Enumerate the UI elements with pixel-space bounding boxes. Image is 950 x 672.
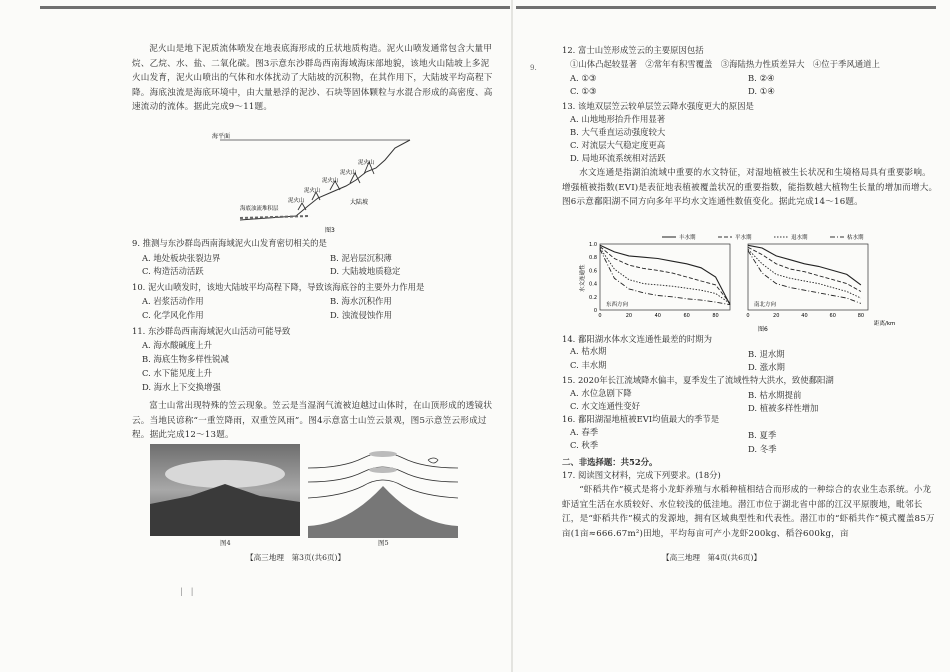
series-line-3 <box>600 248 730 303</box>
q16-option-b: B. 夏季 <box>748 430 777 440</box>
q11-option-b: B. 海底生物多样性锐减 <box>142 354 229 364</box>
y-tick-label: 0.8 <box>589 255 597 262</box>
fig6-caption: 图6 <box>758 326 768 332</box>
legend-label-1: 丰水期 <box>679 235 696 241</box>
series-line-2 <box>600 247 730 304</box>
mountain-profile <box>308 486 458 538</box>
channel-label: 海底浊流堆积层 <box>240 206 279 212</box>
q9-option-d: D. 大陆坡地质稳定 <box>330 266 401 276</box>
q15-option-b: B. 枯水期提前 <box>748 390 802 400</box>
x-tick-label: 20 <box>773 313 780 319</box>
q13-option-a: A. 山地地形抬升作用显著 <box>570 114 666 124</box>
plot-frame-1 <box>600 244 730 310</box>
figure-5-diagram <box>308 446 458 538</box>
lower-cap-cloud <box>369 467 397 473</box>
q12-option-b: B. ②④ <box>748 73 775 83</box>
intro-lenticular-cloud: 富士山常出现特殊的笠云现象。笠云是当湿润气流被迫越过山体时，在山顶形成的透镜状云。当地民谚称“一重笠降雨，双重笠风雨”。图4示意富士山笠云景观，图5示意笠云形成过程。据此完成12～13题。 <box>132 401 493 441</box>
q15-option-a: A. 水位急剧下降 <box>570 388 632 398</box>
fig4-caption-text: 图4 <box>220 539 231 547</box>
scan-top-edge-right <box>516 6 936 9</box>
x-tick-label: 20 <box>625 313 633 319</box>
mud-volcano-label-3: 泥火山 <box>322 178 339 184</box>
intro-hydrological: 水文连通是指湖泊流域中重要的水文特征，对湿地植被生长状况和生境格局具有重要影响。增强植被指数(EVI)是表征地表植被覆盖状况的重要指数，能指数越大植物生长量的增加而增大。图6示意鄱阳湖不同方向多年平均水文连通性数值变化。据此完成14～16题。 <box>562 168 938 208</box>
left-page-footer: 【高三地理 第3页(共6页)】 <box>246 553 346 562</box>
intro-mud-volcano: 泥火山是地下泥质流体喷发在地表底海形成的丘状地质构造。泥火山喷发通常包含大量甲烷、乙烷、水、盐、二氧化碳。图3示意东沙群岛西南海域海床部地貌，该地火山陆坡上多泥火山发育，泥火山喷出的气体和水体扰动了大陆坡的沉积物，在其作用下，大陆坡平均高程下降。海底浊流是海底环境中，由大量悬浮的泥沙、石块等固体颗粒与水混合形成的高密度、高速流动的流体。据此完成9～11题。 <box>132 44 493 113</box>
y-tick-label: 0.4 <box>589 281 597 288</box>
q16-option-a: A. 春季 <box>570 427 599 437</box>
right-page-footer: 【高三地理 第4页(共6页)】 <box>662 553 762 562</box>
margin-number: 9. <box>530 64 537 72</box>
chart-panel-1 <box>589 242 730 319</box>
q11-stem: 11. 东沙群岛西南海域泥火山活动可能导致 <box>132 326 291 336</box>
figure-3-diagram <box>200 128 430 234</box>
q14-option-c: C. 丰水期 <box>570 360 607 370</box>
q13-stem: 13. 该地双层笠云较单层笠云降水强度更大的原因是 <box>562 101 754 111</box>
upper-cap-cloud <box>369 451 397 457</box>
q16-option-d: D. 冬季 <box>748 444 777 454</box>
right-page <box>512 0 950 672</box>
legend-label-2: 平水期 <box>735 235 752 241</box>
q9-option-c: C. 构造活动活跃 <box>142 266 204 276</box>
series-line-4 <box>600 249 730 304</box>
q10-option-c: C. 化学风化作用 <box>142 310 204 320</box>
chart-legend <box>662 233 864 241</box>
mud-volcano-label-5: 泥火山 <box>288 198 305 204</box>
y-tick-label: 0.2 <box>589 294 597 301</box>
q13-option-b: B. 大气垂直运动强度较大 <box>570 127 666 137</box>
cap-cloud <box>165 460 285 488</box>
q12-statements: ①山体凸起较显著 ②常年有积雪覆盖 ③海陆热力性质差异大 ④位于季风通道上 <box>570 59 880 69</box>
q14-option-a: A. 枯水期 <box>570 346 607 356</box>
x-tick-label: 0 <box>598 313 602 319</box>
q17-stem: 17. 阅读图文材料，完成下列要求。(18分) <box>562 470 721 480</box>
figure-6-chart <box>578 232 898 332</box>
y-tick-label: 1.0 <box>589 242 597 248</box>
x-tick-label: 80 <box>857 313 865 319</box>
mud-volcano-label-2: 泥火山 <box>340 170 357 176</box>
q14-stem: 14. 鄱阳湖水体水文连通性最差的时期为 <box>562 334 712 344</box>
y-tick-label: 0 <box>593 308 597 314</box>
q11-option-a: A. 海水酸碱度上升 <box>142 340 212 350</box>
series-line-2 <box>748 247 861 291</box>
fig3-caption: 图3 <box>325 227 335 234</box>
q15-option-d: D. 植被多样性增加 <box>748 403 819 413</box>
q10-option-a: A. 岩浆活动作用 <box>142 296 204 306</box>
q17-material: “虾稻共作”模式是将小龙虾养殖与水稻种植相结合而形成的一种综合的农业生态系统。小龙虾适宜生活在水质较好、水位较浅的低洼地。潜江市位于湖北省中部的江汉平原腹地，毗邻长江，是“虾稻共作”模式的发源地，拥有区域典型性和代表性。潜江市的“虾稻共作”模式覆盖85万亩(1亩≈666.67m²)田地，平均每亩可产小龙虾200kg、稻谷600kg，亩 <box>562 485 935 539</box>
fig5-caption-text: 图5 <box>378 539 389 547</box>
x-tick-label: 60 <box>683 313 690 319</box>
q9-option-b: B. 泥岩层沉积薄 <box>330 253 392 263</box>
x-axis-label: 距离/km <box>874 321 896 327</box>
q15-option-c: C. 水文连通性变好 <box>570 401 641 411</box>
mud-volcano-label-4: 泥火山 <box>304 188 321 194</box>
panel-direction-label: 东西方向 <box>606 302 629 308</box>
y-tick-label: 0.6 <box>589 268 597 275</box>
q10-option-b: B. 海水沉积作用 <box>330 296 392 306</box>
q12-stem: 12. 富士山笠形成笠云的主要原因包括 <box>562 45 704 55</box>
figure-4-photo <box>150 444 300 536</box>
section-2-heading: 二、非选择题：共52分。 <box>562 457 658 467</box>
q14-option-d: D. 涨水期 <box>748 362 785 372</box>
series-line-4 <box>748 251 861 304</box>
mud-volcano-label-1: 泥火山 <box>358 160 375 166</box>
q11-option-d: D. 海水上下交换增强 <box>142 382 221 392</box>
q9-option-a: A. 地处板块张裂边界 <box>142 253 221 263</box>
q16-stem: 16. 鄱阳湖湿地植被EVI均值最大的季节是 <box>562 414 720 424</box>
x-tick-label: 40 <box>654 313 661 319</box>
q13-option-c: C. 对流层大气稳定度更高 <box>570 140 666 150</box>
x-tick-label: 80 <box>712 313 719 319</box>
legend-label-4: 枯水期 <box>847 235 864 241</box>
x-tick-label: 40 <box>801 313 808 319</box>
series-line-1 <box>748 245 861 285</box>
q12-option-c: C. ①③ <box>570 86 597 96</box>
q12-option-d: D. ①④ <box>748 86 775 96</box>
q15-stem: 15. 2020年长江流域降水偏丰，夏季发生了流域性特大洪水，致使鄱阳湖 <box>562 375 834 385</box>
q9-stem: 9. 推测与东沙群岛西南海域泥火山发育密切相关的是 <box>132 238 327 248</box>
q14-option-b: B. 退水期 <box>748 349 785 359</box>
sea-level-label: 海平面 <box>212 133 231 140</box>
x-tick-label: 0 <box>746 313 750 319</box>
scan-top-edge <box>40 6 510 9</box>
q10-stem: 10. 泥火山喷发时，该地大陆坡平均高程下降，导致该海底谷的主要外力作用是 <box>132 282 425 292</box>
legend-label-3: 退水期 <box>791 235 808 241</box>
y-axis-label: 水文连通性 <box>580 264 586 292</box>
q16-option-c: C. 秋季 <box>570 440 599 450</box>
x-tick-label: 60 <box>829 313 836 319</box>
panel-direction-label: 南北方向 <box>754 302 777 308</box>
chart-panel-2 <box>746 244 868 319</box>
q13-option-d: D. 局地环流系统相对活跃 <box>570 153 666 163</box>
scan-mark: | | <box>180 587 194 596</box>
q12-option-a: A. ①③ <box>570 73 597 83</box>
q11-option-c: C. 水下能见度上升 <box>142 368 213 378</box>
wind-arrow <box>428 458 438 463</box>
q10-option-d: D. 浊流侵蚀作用 <box>330 310 392 320</box>
slope-label: 大陆坡 <box>350 199 369 206</box>
